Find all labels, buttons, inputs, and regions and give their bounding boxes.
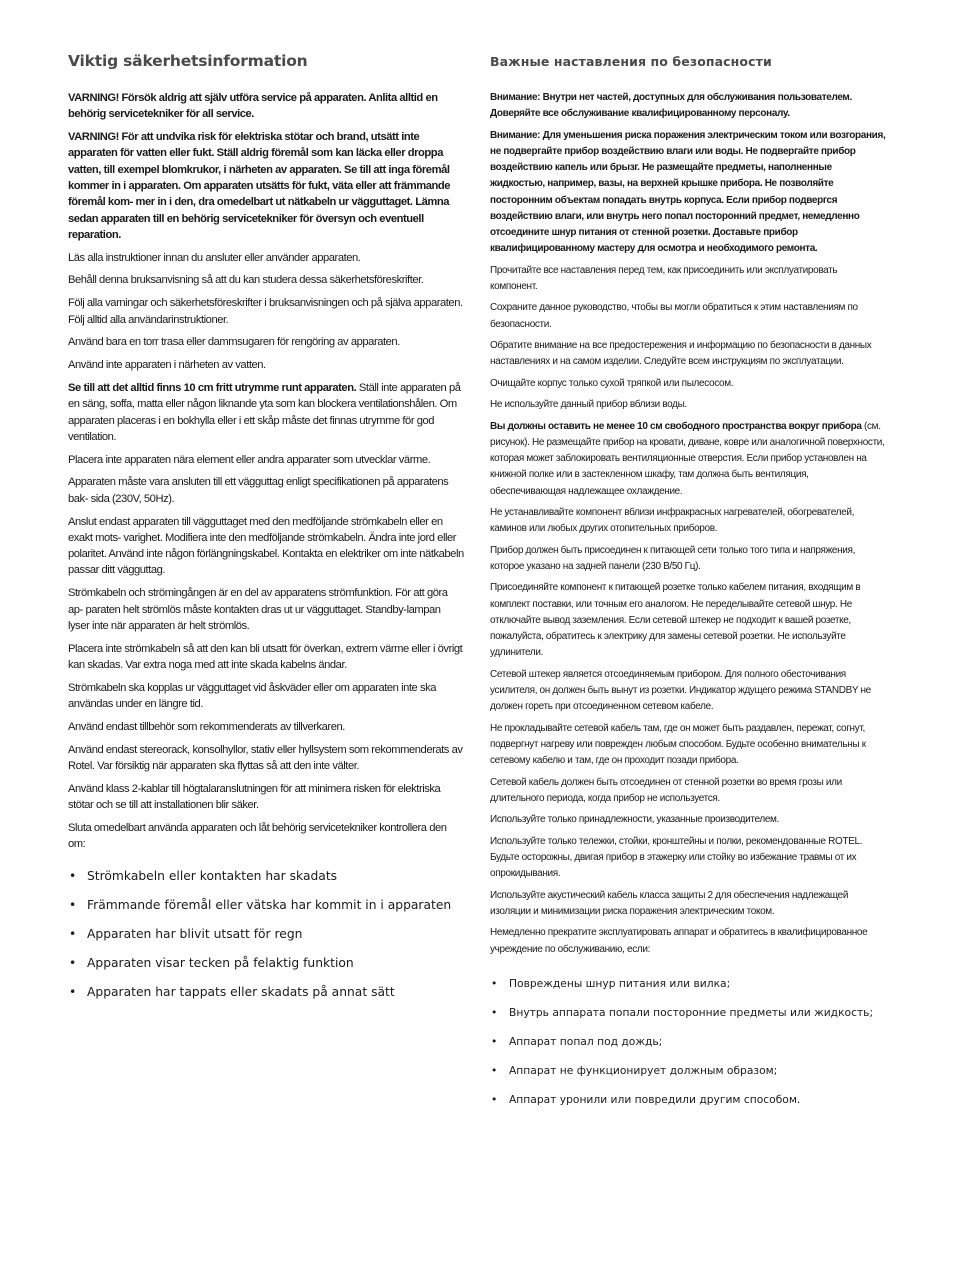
- swedish-paragraph: Strömkabeln och strömingången är en del av apparatens strömfunktion. För att göra ap- paraten helt strömlös måste kontakten dras ut ur vägguttaget. Standby-lampan lyser inte när apparaten är helt strömlös.: [68, 587, 448, 632]
- russian-paragraph: Не прокладывайте сетевой кабель там, где он может быть раздавлен, пережат, согнут, подвергнут нагреву или поврежден любым способом. Будьте особенно внимательны к сетевому кабелю и там, где он проходит позади прибора.: [490, 722, 866, 767]
- list-item: • Аппарат не функционирует должным образом;: [491, 1063, 778, 1077]
- russian-paragraph: Сетевой штекер является отсоединяемым прибором. Для полного обесточивания усилителя, он должен быть вынут из розетки. Индикатор ждущего режима STANDBY не должен гореть при отсоединенном сетевом кабеле.: [490, 668, 871, 713]
- russian-warning-service: Внимание: Внутри нет частей, доступных для обслуживания пользователем. Доверяйте все обслуживание квалифицированному персоналу.: [490, 92, 852, 120]
- swedish-column: [68, 50, 464, 1013]
- russian-column: [490, 50, 886, 1121]
- russian-paragraph: Сохраните данное руководство, чтобы вы могли обратиться к этим наставлениям по безопасности.: [490, 302, 858, 330]
- list-item: • Apparaten visar tecken på felaktig funktion: [69, 956, 354, 971]
- russian-paragraph: Немедленно прекратите эксплуатировать аппарат и обратитесь в квалифицированное учреждение по обслуживанию, если:: [490, 927, 868, 955]
- swedish-paragraph: Apparaten måste vara ansluten till ett vägguttag enligt specifikationen på apparatens bak- sida (230V, 50Hz).: [68, 476, 449, 505]
- swedish-body: [68, 90, 464, 852]
- russian-ventilation-paragraph: [490, 419, 886, 500]
- swedish-bullet-list: [68, 868, 464, 1013]
- list-item: • Внутрь аппарата попали посторонние предметы или жидкость;: [491, 1005, 874, 1019]
- swedish-ventilation-bold: Se till att det alltid finns 10 cm fritt utrymme runt apparaten.: [68, 381, 357, 394]
- swedish-paragraph: Behåll denna bruksanvisning så att du kan studera dessa säkerhetsföreskrifter.: [68, 274, 424, 287]
- russian-body: [490, 90, 886, 958]
- russian-paragraph: Используйте акустический кабель класса защиты 2 для обеспечения надлежащей изоляции и минимизации риска поражения электрическим током.: [490, 889, 849, 917]
- swedish-paragraph: Sluta omedelbart använda apparaten och låt behörig servicetekniker kontrollera den om:: [68, 821, 447, 851]
- list-item: • Аппарат уронили или повредили другим способом.: [491, 1092, 801, 1106]
- swedish-paragraph: Placera inte apparaten nära element eller andra apparater som utvecklar värme.: [68, 453, 431, 466]
- russian-paragraph: Очищайте корпус только сухой тряпкой или пылесосом.: [490, 377, 734, 389]
- swedish-paragraph: Följ alla varningar och säkerhetsföreskrifter i bruksanvisningen och på själva apparaten. Följ alltid alla användarinstruktioner.: [68, 297, 463, 326]
- russian-paragraph: Сетевой кабель должен быть отсоединен от стенной розетки во время грозы или длительного периода, когда прибор не используется.: [490, 776, 842, 804]
- russian-paragraph: Обратите внимание на все предостережения и информацию по безопасности в данных наставлениях и на самом изделии. Следуйте всем инструкциям по эксплуатации.: [490, 340, 872, 368]
- swedish-ventilation-rest: Ställ inte apparaten på en säng, soffa, matta eller någon liknande yta som kan blockera ventilationshålen. Om apparaten placeras i en bokhylla eller i ett skåp måste det finnas utrymme för god ventilation.: [68, 381, 461, 443]
- list-item: • Strömkabeln eller kontakten har skadats: [69, 869, 338, 884]
- russian-paragraph: Используйте только принадлежности, указанные производителем.: [490, 814, 779, 826]
- russian-warning-moisture: Внимание: Для уменьшения риска поражения электрическим током или возгорания, не подвергайте прибор воздействию влаги или воды. Не подвергайте прибор воздействию капель или брызг. Не размещайте предметы, наполненные жидкостью, например, вазы, на верхней крышке прибора. Не позволяйте посторонним объектам попадать внутрь корпуса. Если прибор подвергся воздействию влаги, или внутрь него попал посторонний предмет, немедленно отсоедините шнур питания от стенной розетки. Доставьте прибор квалифицированному мастеру для осмотра и необходимого ремонта.: [490, 129, 886, 255]
- swedish-paragraph: Placera inte strömkabeln så att den kan bli utsatt för överkan, extrem värme eller i övrigt kan skadas. Var extra noga med att inte skada kabelns ändar.: [68, 642, 463, 671]
- swedish-paragraph: Läs alla instruktioner innan du ansluter eller använder apparaten.: [68, 251, 361, 264]
- russian-bullet-list: [490, 976, 886, 1121]
- russian-paragraph: Прочитайте все наставления перед тем, как присоединить или эксплуатировать компонент.: [490, 264, 838, 292]
- list-item: • Apparaten har blivit utsatt för regn: [69, 927, 303, 942]
- swedish-paragraph: Använd bara en torr trasa eller dammsugaren för rengöring av apparaten.: [68, 336, 400, 349]
- swedish-paragraph: Använd endast tillbehör som rekommenderats av tillverkaren.: [68, 720, 345, 733]
- russian-paragraph: Присоединяйте компонент к питающей розетке только кабелем питания, входящим в комплект поставки, или точным его аналогом. Не переделывайте сетевой шнур. Не отключайте вывод заземления. Если сетевой штекер не подходит к вашей розетке, пожалуйста, обратитесь к электрику для замены сетевой розетки. Не используйте удлинители.: [490, 582, 861, 659]
- swedish-paragraph: Anslut endast apparaten till vägguttaget med den medföljande strömkabeln eller en exakt mots- varighet. Modifiera inte den medföljande strömkabeln. Ändra inte jord eller polaritet. Använd inte någon förlängningskabel. Kontakta en elektriker om inte nätkabeln passar ditt vägguttag.: [68, 515, 464, 577]
- swedish-paragraph: Använd klass 2-kablar till högtalaranslutningen för att minimera risken för elektriska stötar och se till att installationen blir säker.: [68, 782, 441, 811]
- list-item: • Främmande föremål eller vätska har kommit in i apparaten: [69, 898, 452, 913]
- russian-ventilation-bold: Вы должны оставить не менее 10 см свободного пространства вокруг прибора: [490, 420, 862, 432]
- swedish-title: Viktig säkerhetsinformation: [68, 52, 308, 70]
- swedish-ventilation-paragraph: [68, 380, 464, 445]
- russian-paragraph: Не используйте данный прибор вблизи воды.: [490, 399, 687, 411]
- russian-title: Важные наставления по безопасности: [490, 54, 772, 69]
- swedish-warning-moisture: VARNING! För att undvika risk för elektriska stötar och brand, utsätt inte apparaten för vatten eller fukt. Ställ aldrig föremål som kan läcka eller droppa vatten, till exempel blomkrukor, i närheten av apparaten. Se till att inga föremål kommer in i apparaten. Om apparaten utsätts för fukt, väta eller att främmande föremål kom- mer in i den, dra omedelbart ut nätkabeln ur vägguttaget. Lämna sedan apparaten till en behörig servicetekniker för översyn och eventuell reparation.: [68, 131, 451, 241]
- list-item: • Apparaten har tappats eller skadats på annat sätt: [69, 985, 395, 1000]
- swedish-paragraph: Använd inte apparaten i närheten av vatten.: [68, 359, 266, 372]
- russian-paragraph: Не устанавливайте компонент вблизи инфракрасных нагревателей, обогревателей, каминов или любых других отопительных приборов.: [490, 507, 855, 535]
- russian-paragraph: Прибор должен быть присоединен к питающей сети только того типа и напряжения, которое указано на задней панели (230 В/50 Гц).: [490, 544, 856, 572]
- swedish-paragraph: Strömkabeln ska kopplas ur vägguttaget vid åskväder eller om apparaten inte ska användas under en längre tid.: [68, 681, 437, 710]
- list-item: • Аппарат попал под дождь;: [491, 1034, 663, 1048]
- russian-paragraph: Используйте только тележки, стойки, кронштейны и полки, рекомендованные ROTEL. Будьте осторожны, двигая прибор в этажерку или стойку во избежание травмы от их опрокидывания.: [490, 835, 863, 880]
- russian-ventilation-rest: (см. рисунок). Не размещайте прибор на кровати, диване, ковре или аналогичной поверхности, которая может заблокировать вентиляционные отверстия. Если прибор установлен на книжной полке или в застекленном шкафу, там должна быть вентиляция, обеспечивающая надлежащее охлаждение.: [490, 420, 885, 497]
- swedish-paragraph: Använd endast stereorack, konsolhyllor, stativ eller hyllsystem som rekommenderats av Rotel. Var försiktig när apparaten ska flyttas så att den inte välter.: [68, 743, 463, 772]
- list-item: • Повреждены шнур питания или вилка;: [491, 976, 731, 990]
- swedish-warning-service: VARNING! Försök aldrig att själv utföra service på apparaten. Anlita alltid en behörig servicetekniker för all service.: [68, 92, 438, 121]
